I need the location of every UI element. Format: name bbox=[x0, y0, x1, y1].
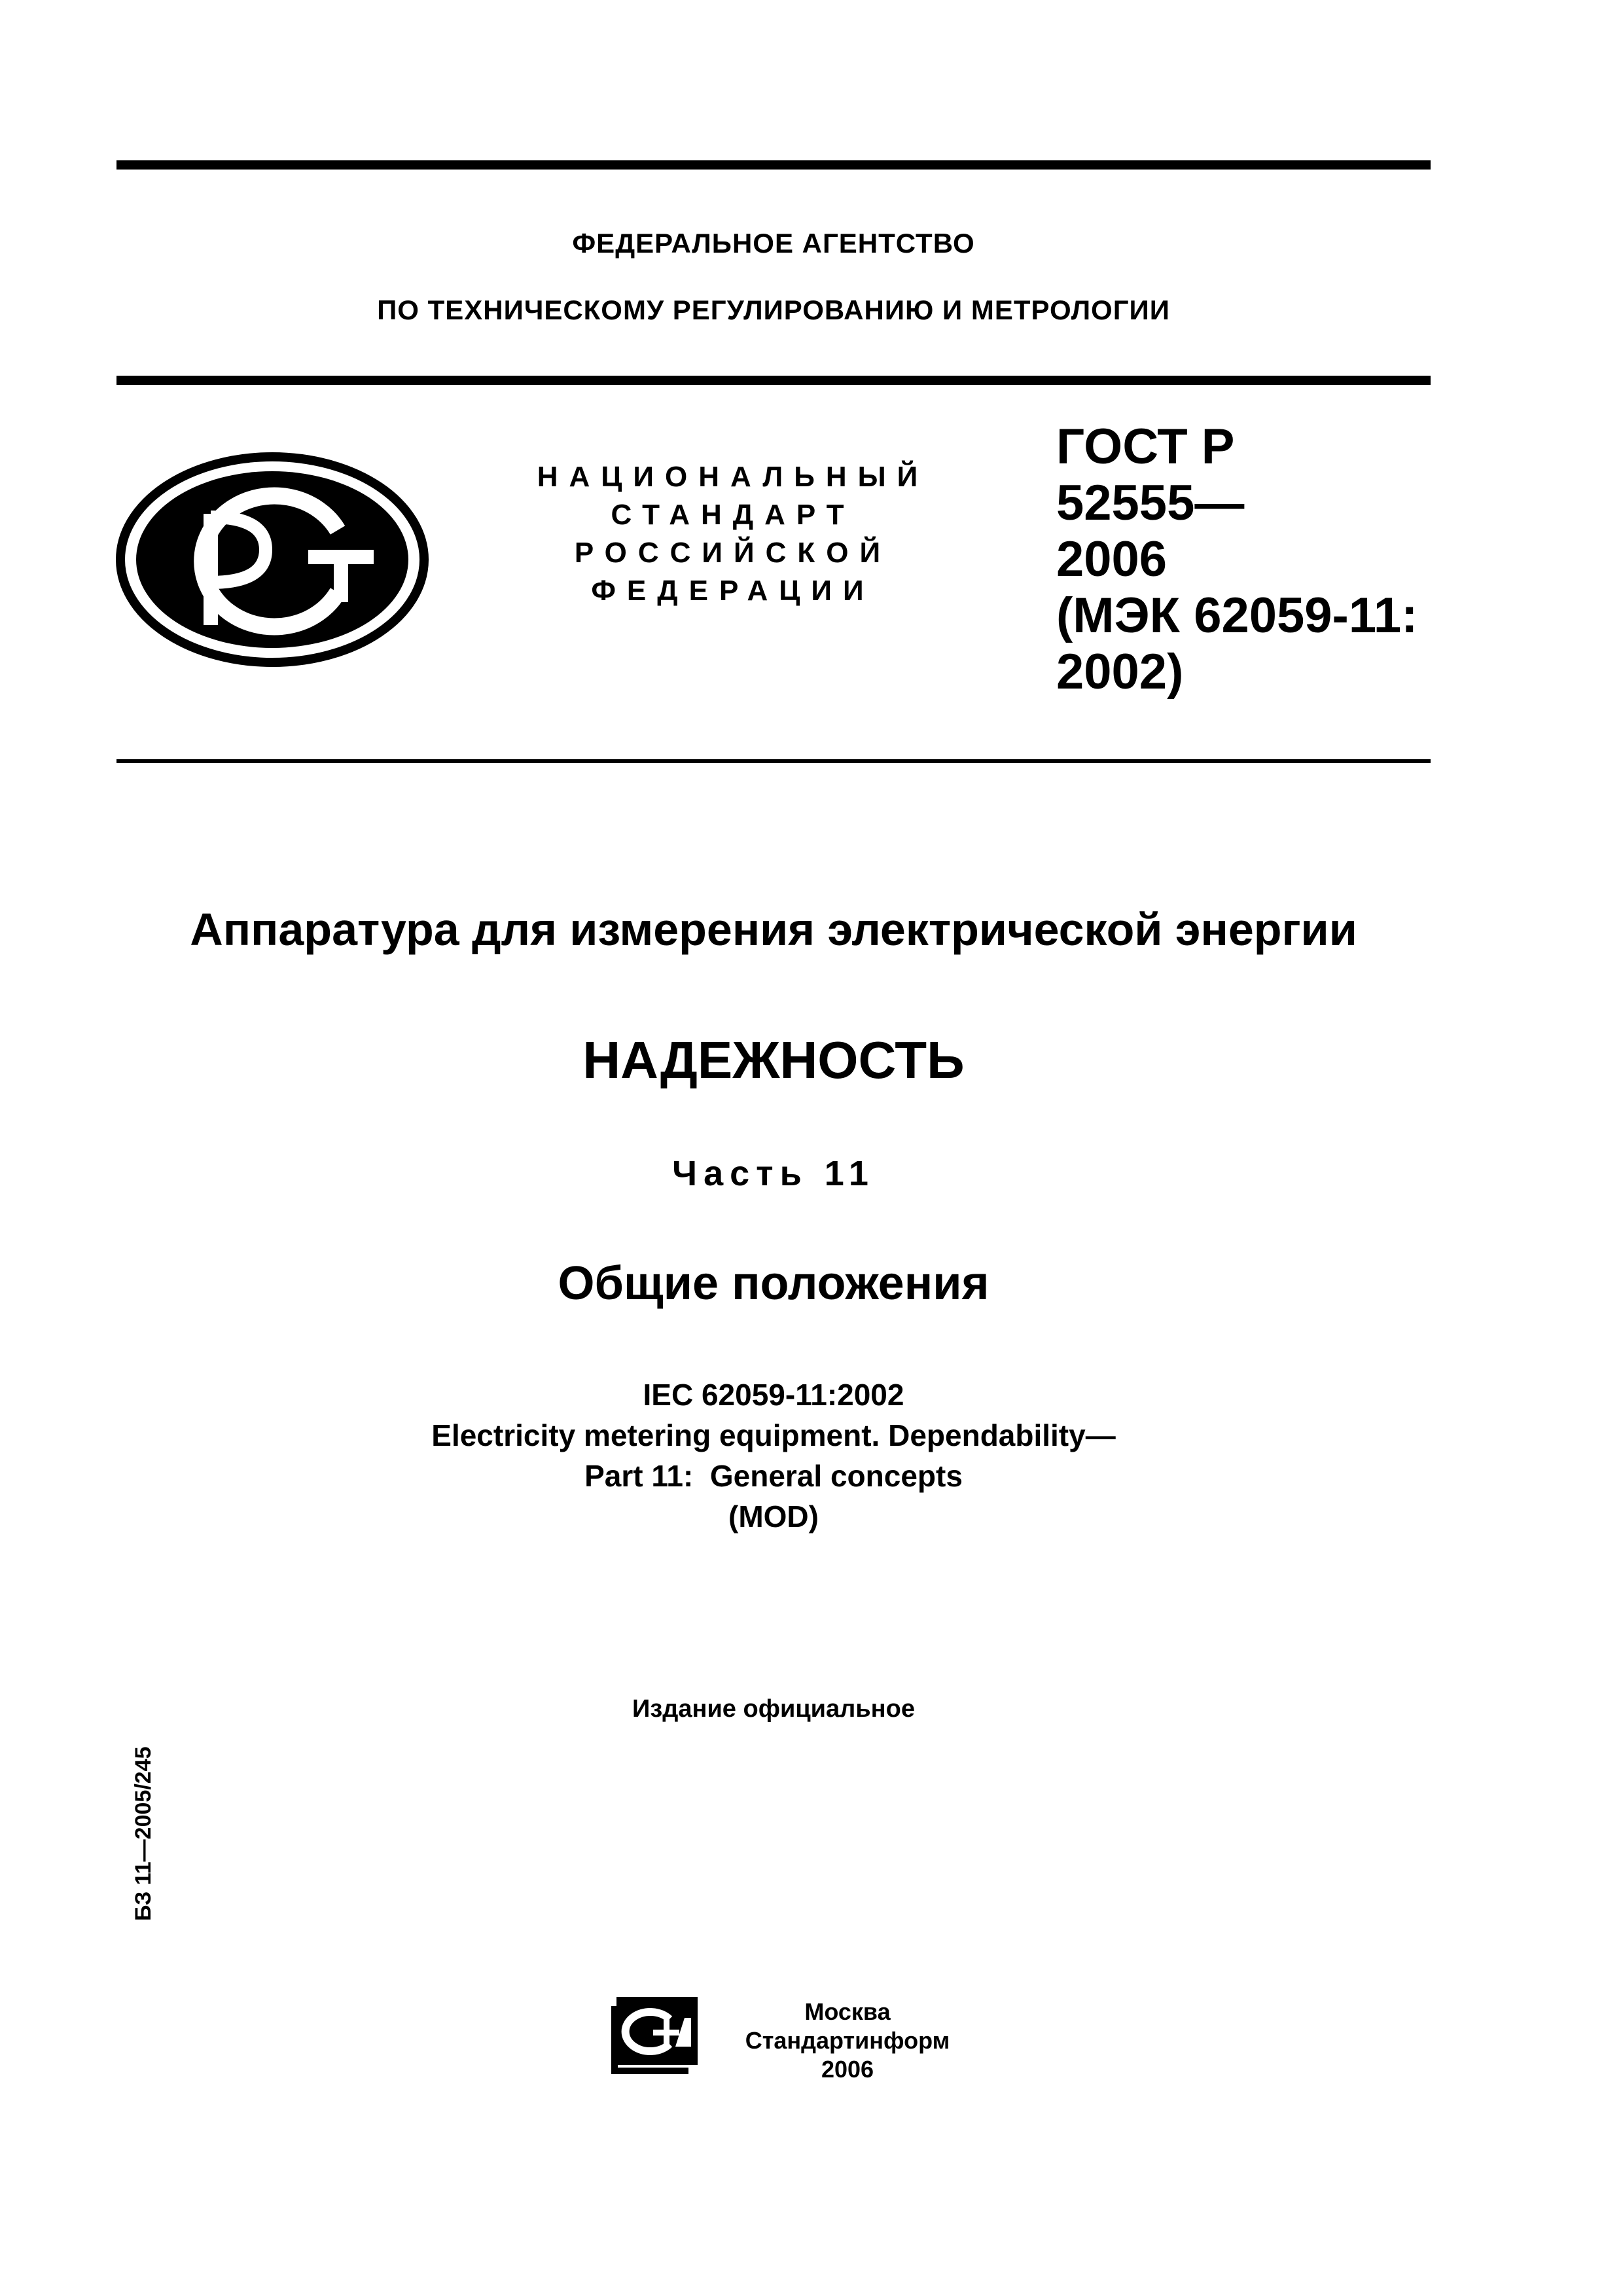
gost-line: 52555— bbox=[1056, 475, 1245, 531]
edition-label: Издание официальное bbox=[632, 1695, 915, 1723]
document-subtitle: Общие положения bbox=[558, 1257, 990, 1310]
publisher-year: 2006 bbox=[821, 2056, 874, 2083]
header-bottom-rule bbox=[116, 759, 1431, 763]
gost-line: 2006 bbox=[1056, 531, 1168, 587]
document-heading: НАДЕЖНОСТЬ bbox=[582, 1031, 965, 1089]
side-code: БЗ 11—2005/245 bbox=[131, 1746, 156, 1921]
top-rule bbox=[116, 160, 1431, 170]
national-standard-label bbox=[484, 458, 982, 610]
document-title: Аппаратура для измерения электрической энергии bbox=[190, 904, 1357, 955]
gost-line: 2002) bbox=[1056, 644, 1184, 700]
national-standard-line: ФЕДЕРАЦИИ bbox=[591, 575, 875, 607]
publisher-city: Москва bbox=[804, 1998, 891, 2025]
agency-line-1: ФЕДЕРАЛЬНОЕ АГЕНТСТВО bbox=[572, 228, 975, 259]
national-standard-line: СТАНДАРТ bbox=[611, 499, 855, 531]
agency-bottom-rule bbox=[116, 376, 1431, 385]
english-title-line: IEC 62059-11:2002 bbox=[643, 1378, 904, 1412]
part-label: Часть 11 bbox=[672, 1154, 875, 1193]
gost-line: (МЭК 62059-11: bbox=[1056, 588, 1418, 643]
national-standard-line: НАЦИОНАЛЬНЫЙ bbox=[537, 461, 929, 493]
english-title-line: Electricity metering equipment. Dependability— bbox=[431, 1418, 1116, 1452]
rst-certification-logo-icon bbox=[115, 452, 429, 668]
english-title-line: Part 11: General concepts bbox=[584, 1459, 963, 1493]
standartinform-logo-icon bbox=[607, 1993, 705, 2078]
agency-line-2: ПО ТЕХНИЧЕСКОМУ РЕГУЛИРОВАНИЮ И МЕТРОЛОГИИ bbox=[377, 295, 1170, 325]
gost-designation bbox=[1056, 419, 1449, 700]
publisher-name: Стандартинформ bbox=[745, 2027, 950, 2054]
english-title-block bbox=[116, 1374, 1431, 1537]
gost-line: ГОСТ Р bbox=[1056, 419, 1235, 475]
english-title-line: (MOD) bbox=[728, 1499, 819, 1534]
publisher-block bbox=[726, 1998, 969, 2084]
national-standard-line: РОССИЙСКОЙ bbox=[574, 537, 892, 569]
